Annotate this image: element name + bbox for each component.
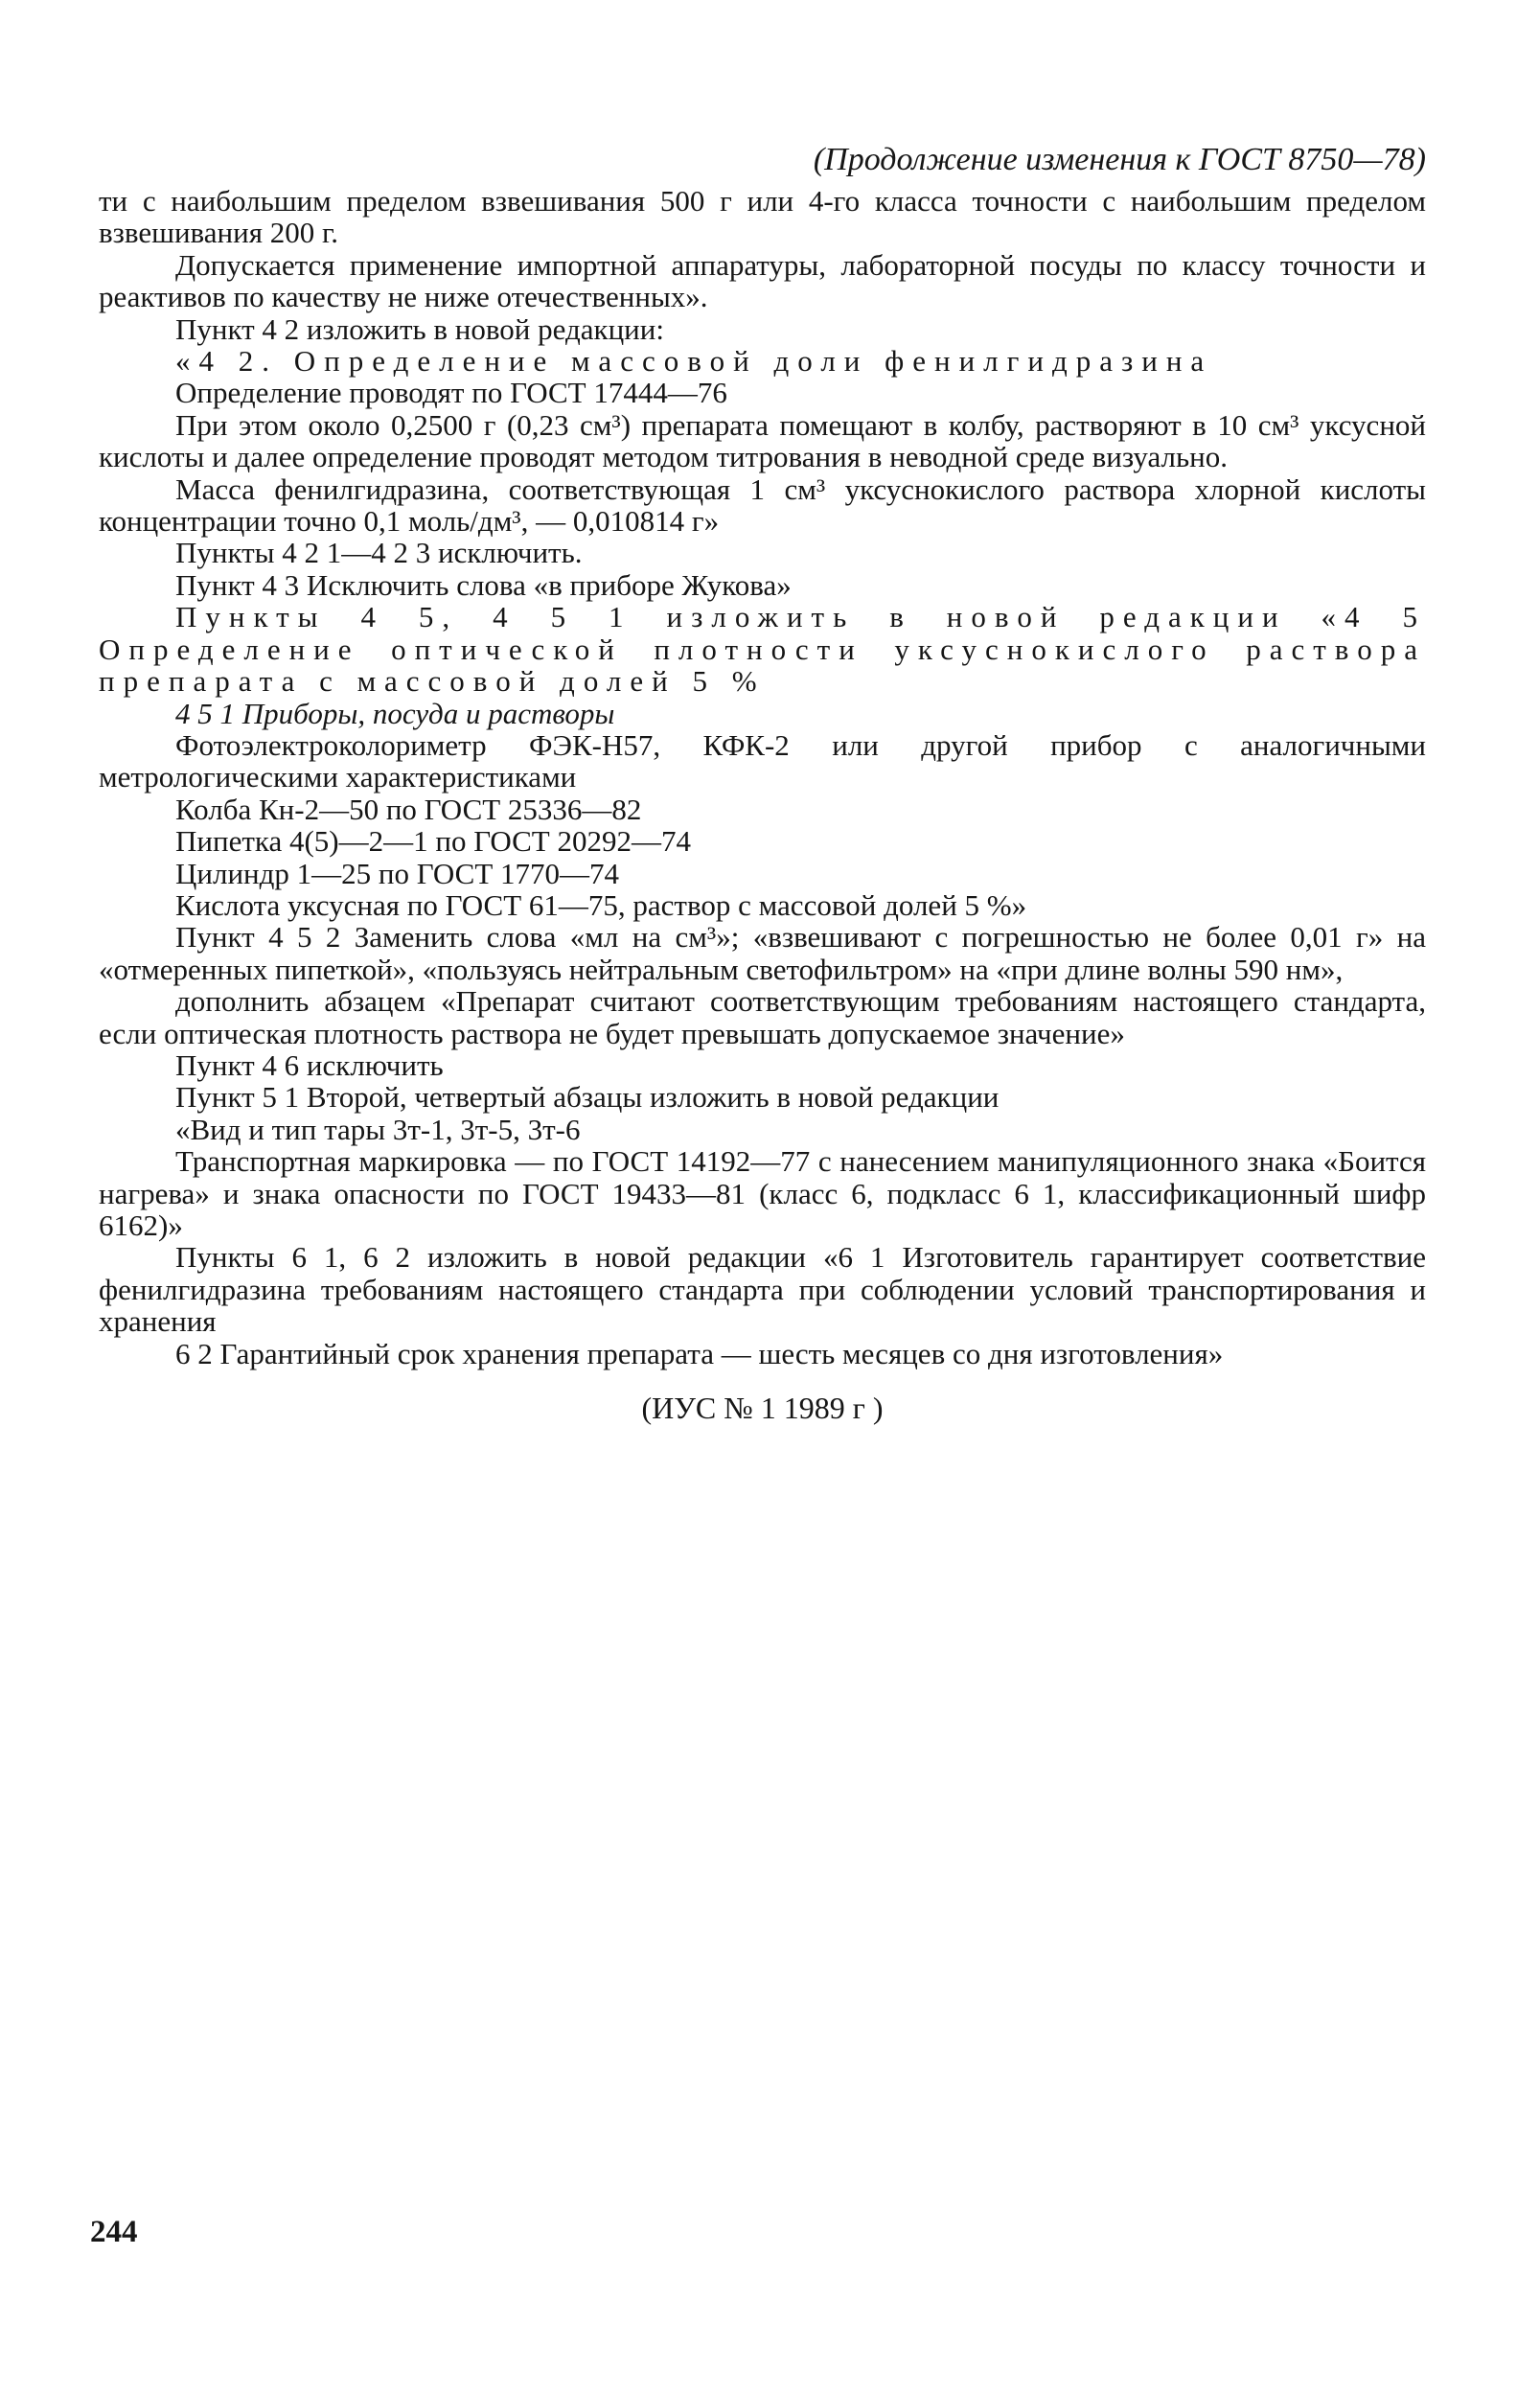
- page-header: (Продолжение изменения к ГОСТ 8750—78): [813, 142, 1426, 177]
- paragraph-items-6-1-6-2: Пункты 6 1, 6 2 изложить в новой редакции «6 1 Изготовитель гарантирует соответствие фенилгидразина требованиям настоящего стандарта при соблюдении условий транспортирования и хранения: [99, 1240, 1426, 1339]
- paragraph-marking: Транспортная маркировка — по ГОСТ 14192—77 с нанесением манипуляционного знака «Боится нагрева» и знака опасности по ГОСТ 19433—81 (класс 6, подкласс 6 1, классификационный шифр 6162)»: [99, 1144, 1426, 1242]
- paragraph-procedure: При этом около 0,2500 г (0,23 см³) препарата помещают в колбу, растворяют в 10 см³ уксусной кислоты и далее определение проводят методом титрования в неводной среде визуально.: [99, 407, 1426, 474]
- paragraph-supplement: дополнить абзацем «Препарат считают соответствующим требованиям настоящего стандарта, если оптическая плотность раствора не будет превышать допускаемое значение»: [99, 984, 1426, 1050]
- document-page: [99, 139, 1426, 1427]
- list-item-acetic-acid: Кислота уксусная по ГОСТ 61—75, раствор с массовой долей 5 %»: [175, 887, 1027, 922]
- paragraph-item-5-1: Пункт 5 1 Второй, четвертый абзацы изложить в новой редакции: [175, 1080, 1000, 1115]
- paragraph-warranty: 6 2 Гарантийный срок хранения препарата — шесть месяцев со дня изготовления»: [175, 1336, 1224, 1370]
- paragraph-import-allowed: Допускается применение импортной аппаратуры, лабораторной посуды по классу точности и реактивов по качеству не ниже отечественных».: [99, 247, 1426, 314]
- paragraph-continuation: ти с наибольшим пределом взвешивания 500 г или 4-го класса точности с наибольшим пределом взвешивания 200 г.: [99, 184, 1426, 250]
- list-item-cylinder: Цилиндр 1—25 по ГОСТ 1770—74: [175, 856, 620, 890]
- list-item-flask: Колба Кн-2—50 по ГОСТ 25336—82: [175, 792, 642, 826]
- list-item-pipette: Пипетка 4(5)—2—1 по ГОСТ 20292—74: [175, 824, 691, 859]
- paragraph-item-4-2: Пункт 4 2 изложить в новой редакции:: [175, 311, 664, 346]
- source-reference: (ИУС № 1 1989 г ): [641, 1391, 884, 1426]
- subsection-heading-instruments: 4 5 1 Приборы, посуда и растворы: [175, 696, 615, 730]
- paragraph-container-type: «Вид и тип тары 3т-1, 3т-5, 3т-6: [175, 1112, 581, 1146]
- paragraph-item-4-6: Пункт 4 6 исключить: [175, 1047, 444, 1082]
- page-number: 244: [90, 2215, 138, 2249]
- section-heading-optical-density: Пункты 4 5, 4 5 1 изложить в новой редакции «4 5 Определение оптической плотности уксуснокислого раствора препарата с массовой долей 5 %: [99, 600, 1426, 699]
- paragraph-item-4-3: Пункт 4 3 Исключить слова «в приборе Жукова»: [175, 567, 792, 602]
- paragraph-item-4-5-2: Пункт 4 5 2 Заменить слова «мл на см³»; «взвешивают с погрешностью не более 0,01 г» на «отмеренных пипеткой», «пользуясь нейтральным светофильтром» на «при длине волны 590 нм»,: [99, 920, 1426, 986]
- list-item-photocolorimeter: Фотоэлектроколориметр ФЭК-Н57, КФК-2 или другой прибор с аналогичными метрологическими характеристиками: [99, 727, 1426, 794]
- section-heading-mass-fraction: «4 2. Определение массовой доли фенилгидразина: [175, 344, 1213, 379]
- paragraph-mass-equivalent: Масса фенилгидразина, соответствующая 1 см³ уксуснокислого раствора хлорной кислоты концентрации точно 0,1 моль/дм³, — 0,010814 г»: [99, 472, 1426, 539]
- paragraph-exclude-4-2-1: Пункты 4 2 1—4 2 3 исключить.: [175, 536, 583, 570]
- paragraph-method: Определение проводят по ГОСТ 17444—76: [175, 376, 727, 410]
